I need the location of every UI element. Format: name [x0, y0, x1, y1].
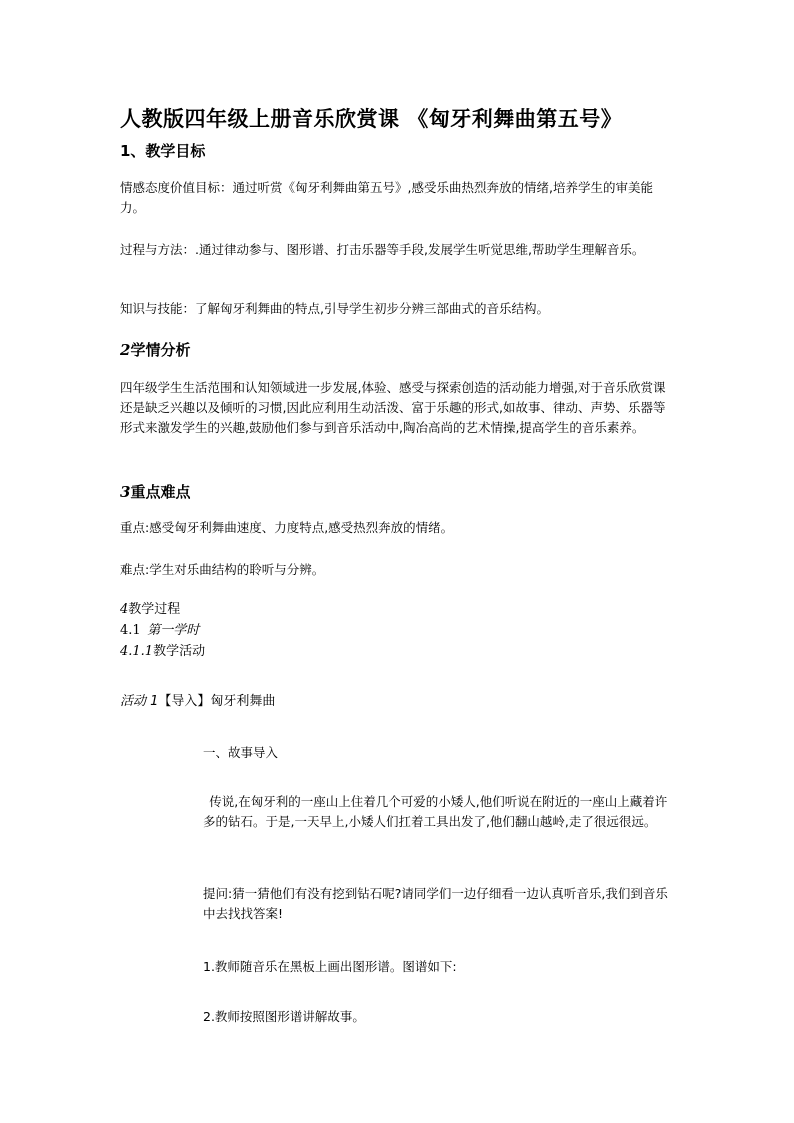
- step-story-intro: 一、故事导入: [203, 745, 279, 760]
- paragraph-emotion-goal: 情感态度价值目标：通过听赏《匈牙利舞曲第五号》,感受乐曲热烈奔放的情绪,培养学生的审美能力。: [120, 180, 653, 215]
- paragraph-process-method: 过程与方法：.通过律动参与、图形谱、打击乐器等手段,发展学生听觉思维,帮助学生理解音乐。: [120, 242, 645, 257]
- paragraph-story: 传说,在匈牙利的一座山上住着几个可爱的小矮人,他们听说在附近的一座山上藏着许多的钻石。于是,一天早上,小矮人们扛着工具出发了,他们翻山越岭,走了很远很远。: [203, 794, 668, 829]
- section-heading-process: [120, 598, 180, 617]
- subsection-first-lesson: [120, 619, 199, 638]
- section-heading-key-points: [120, 481, 190, 502]
- section-number: 4: [120, 602, 129, 617]
- paragraph-student-analysis: 四年级学生生活范围和认知领域进一步发展,体验、感受与探索创造的活动能力增强,对于音乐欣赏课还是缺乏兴趣以及倾听的习惯,因此应利用生动活泼、富于乐趣的形式,如故事、律动、声势、乐器等形式来激发学生的兴趣,鼓励他们参与到音乐活动中,陶冶高尚的艺术情操,提高学生的音乐素养。: [120, 380, 666, 435]
- section-heading-text: 学情分析: [130, 341, 191, 359]
- paragraph-knowledge-skill: 知识与技能：了解匈牙利舞曲的特点,引导学生初步分辨三部曲式的音乐结构。: [120, 301, 549, 316]
- activity-bracket: 【导入】: [158, 694, 211, 709]
- section-heading-objectives: 1、教学目标: [120, 142, 206, 160]
- subsection-text: 第一学时: [147, 623, 200, 638]
- page-title: 人教版四年级上册音乐欣赏课 《匈牙利舞曲第五号》: [120, 106, 623, 131]
- section-number: 2: [120, 341, 131, 359]
- activity-label: 活动 1: [120, 694, 159, 709]
- paragraph-question: 提问:猜一猜他们有没有挖到钻石呢?请同学们一边仔细看一边认真听音乐,我们到音乐中去找找答案!: [203, 886, 668, 921]
- paragraph-key-point: 重点:感受匈牙利舞曲速度、力度特点,感受热烈奔放的情绪。: [120, 520, 454, 535]
- section-heading-text: 重点难点: [130, 483, 191, 501]
- paragraph-difficulty: 难点:学生对乐曲结构的聆听与分辨。: [120, 562, 325, 577]
- section-number: 3: [120, 483, 131, 501]
- subsection-number: 4.1.1: [120, 644, 154, 659]
- subsection-number: 4.1: [120, 623, 141, 638]
- subsection-text: 教学活动: [153, 644, 206, 659]
- activity-heading: [120, 690, 275, 709]
- section-heading-text: 教学过程: [128, 602, 181, 617]
- section-heading-analysis: [120, 339, 190, 360]
- subsection-activities: [120, 640, 205, 659]
- list-item-2: 2.教师按照图形谱讲解故事。: [203, 1009, 365, 1024]
- activity-name: 匈牙利舞曲: [210, 694, 276, 709]
- list-item-1: 1.教师随音乐在黑板上画出图形谱。图谱如下:: [203, 959, 457, 974]
